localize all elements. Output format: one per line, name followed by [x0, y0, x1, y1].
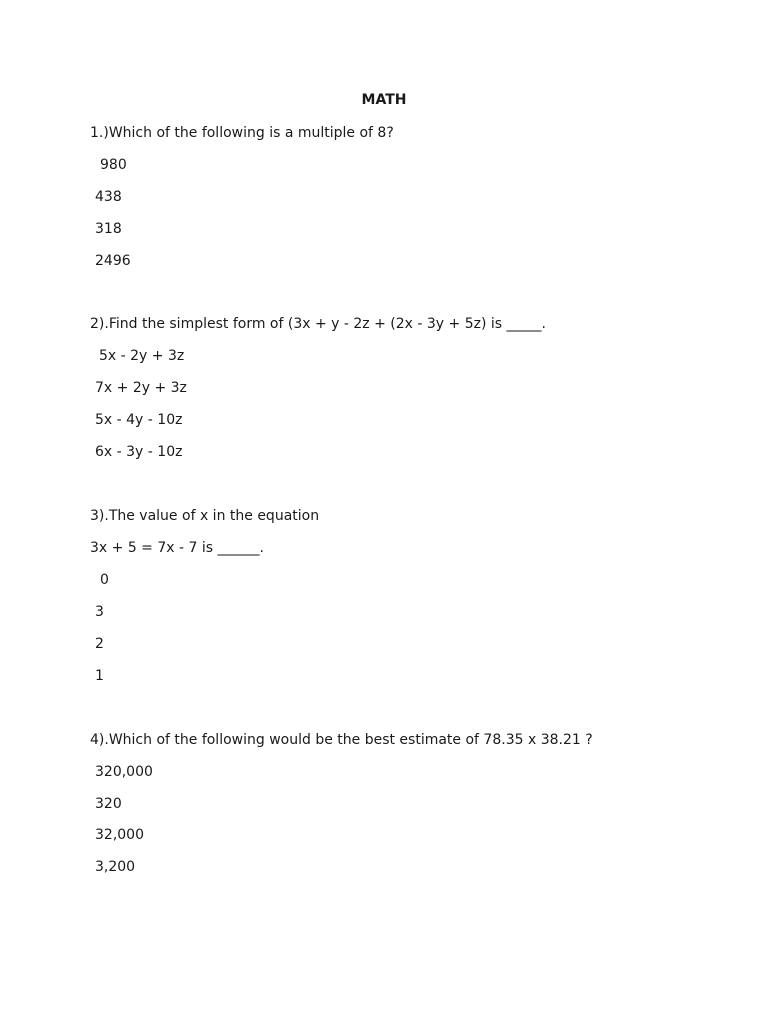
question-1-option-3: 318 — [95, 221, 122, 237]
page-title: MATH — [361, 92, 407, 108]
question-2-option-3: 5x - 4y - 10z — [95, 412, 183, 428]
question-4-option-3: 32,000 — [95, 827, 144, 843]
question-1-prompt: 1.)Which of the following is a multiple of 8? — [90, 125, 394, 141]
question-2-option-4: 6x - 3y - 10z — [95, 444, 183, 460]
question-3-option-3: 2 — [95, 636, 104, 652]
question-2-prompt: 2).Find the simplest form of (3x + y - 2z + (2x - 3y + 5z) is _____. — [90, 316, 546, 332]
question-3-equation: 3x + 5 = 7x - 7 is ______. — [90, 540, 264, 556]
question-3-option-2: 3 — [95, 604, 104, 620]
question-3-prompt: 3).The value of x in the equation — [90, 508, 320, 524]
question-3-option-4: 1 — [95, 668, 104, 684]
question-4-prompt: 4).Which of the following would be the best estimate of 78.35 x 38.21 ? — [90, 732, 593, 748]
question-4-option-1: 320,000 — [95, 764, 153, 780]
question-2-option-1: 5x - 2y + 3z — [99, 348, 185, 364]
question-2-option-2: 7x + 2y + 3z — [95, 380, 187, 396]
question-3-option-1: 0 — [100, 572, 109, 588]
question-1-option-1: 980 — [100, 157, 127, 173]
question-1-option-2: 438 — [95, 189, 122, 205]
question-1-option-4: 2496 — [95, 253, 131, 269]
question-4-option-2: 320 — [95, 796, 122, 812]
question-4-option-4: 3,200 — [95, 859, 136, 875]
